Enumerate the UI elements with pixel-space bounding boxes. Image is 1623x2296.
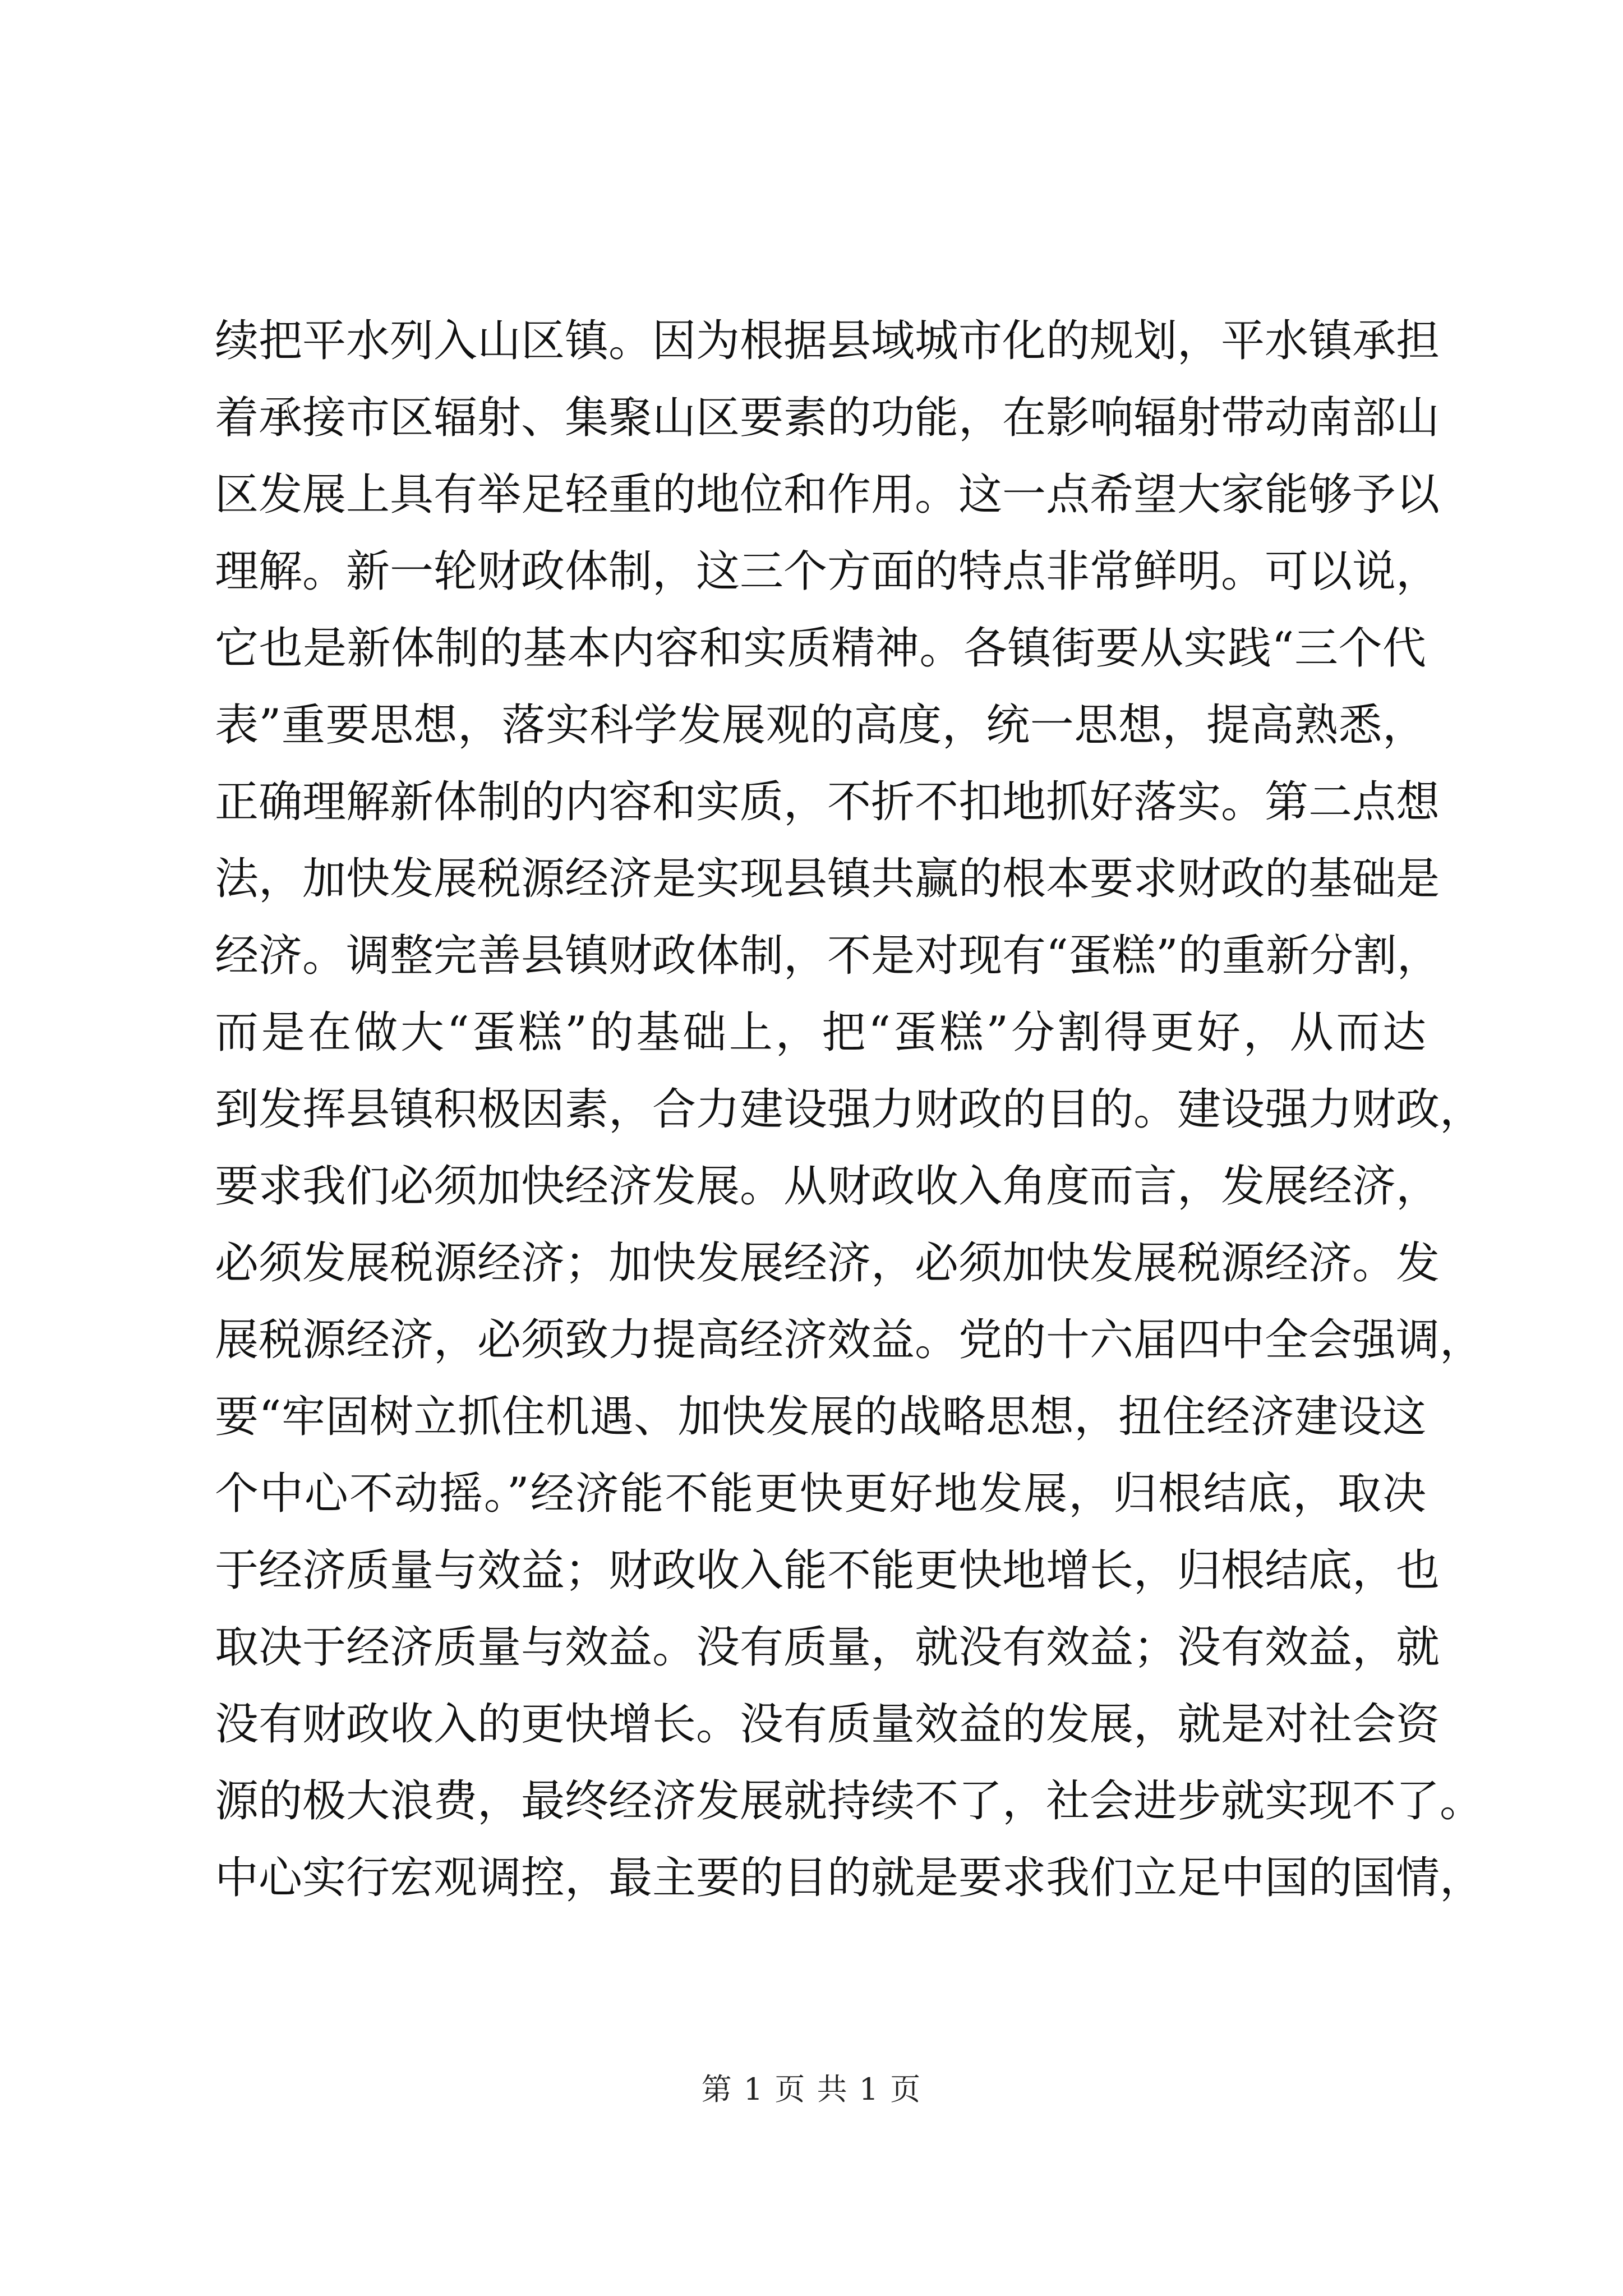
text-line: 着承接市区辐射、集聚山区要素的功能，在影响辐射带动南部山 [215,393,1440,443]
page-number-footer: 第 1 页 共 1 页 [701,2072,922,2107]
text-line: 必须发展税源经济；加快发展经济，必须加快发展税源经济。发 [215,1238,1440,1289]
text-line: 中心实行宏观调控，最主要的目的就是要求我们立足中国的国情， [215,1853,1484,1903]
text-line: 没有财政收入的更快增长。没有质量效益的发展，就是对社会资 [215,1699,1440,1750]
text-line: 区发展上具有举足轻重的地位和作用。这一点希望大家能够予以 [215,470,1440,520]
text-line: 到发挥县镇积极因素，合力建设强力财政的目的。建设强力财政， [215,1084,1484,1135]
text-line: 它也是新体制的基本内容和实质精神。各镇街要从实践“三个代 [215,623,1426,674]
text-line: 源的极大浪费，最终经济发展就持续不了，社会进步就实现不了。 [215,1776,1484,1826]
text-line: 理解。新一轮财政体制，这三个方面的特点非常鲜明。可以说， [215,546,1440,597]
text-line: 要求我们必须加快经济发展。从财政收入角度而言，发展经济， [215,1161,1440,1212]
body-text [215,303,1484,1917]
text-line: 正确理解新体制的内容和实质，不折不扣地抓好落实。第二点想 [215,777,1440,827]
text-line: 续把平水列入山区镇。因为根据县域城市化的规划，平水镇承担 [215,316,1440,366]
text-line: 个中心不动摇。”经济能不能更快更好地发展，归根结底，取决 [215,1469,1426,1519]
text-line: 表”重要思想，落实科学发展观的高度，统一思想，提高熟悉， [215,700,1426,751]
text-line: 展税源经济，必须致力提高经济效益。党的十六届四中全会强调， [215,1315,1484,1365]
text-line: 而是在做大“蛋糕”的基础上，把“蛋糕”分割得更好，从而达 [215,1007,1426,1058]
text-line: 于经济质量与效益；财政收入能不能更快地增长，归根结底，也 [215,1545,1440,1596]
text-line: 要“牢固树立抓住机遇、加快发展的战略思想，扭住经济建设这 [215,1392,1426,1442]
text-line: 经济。调整完善县镇财政体制，不是对现有“蛋糕”的重新分割， [215,931,1441,981]
text-line: 取决于经济质量与效益。没有质量，就没有效益；没有效益，就 [215,1622,1440,1673]
text-line: 法，加快发展税源经济是实现县镇共赢的根本要求财政的基础是 [215,854,1440,904]
